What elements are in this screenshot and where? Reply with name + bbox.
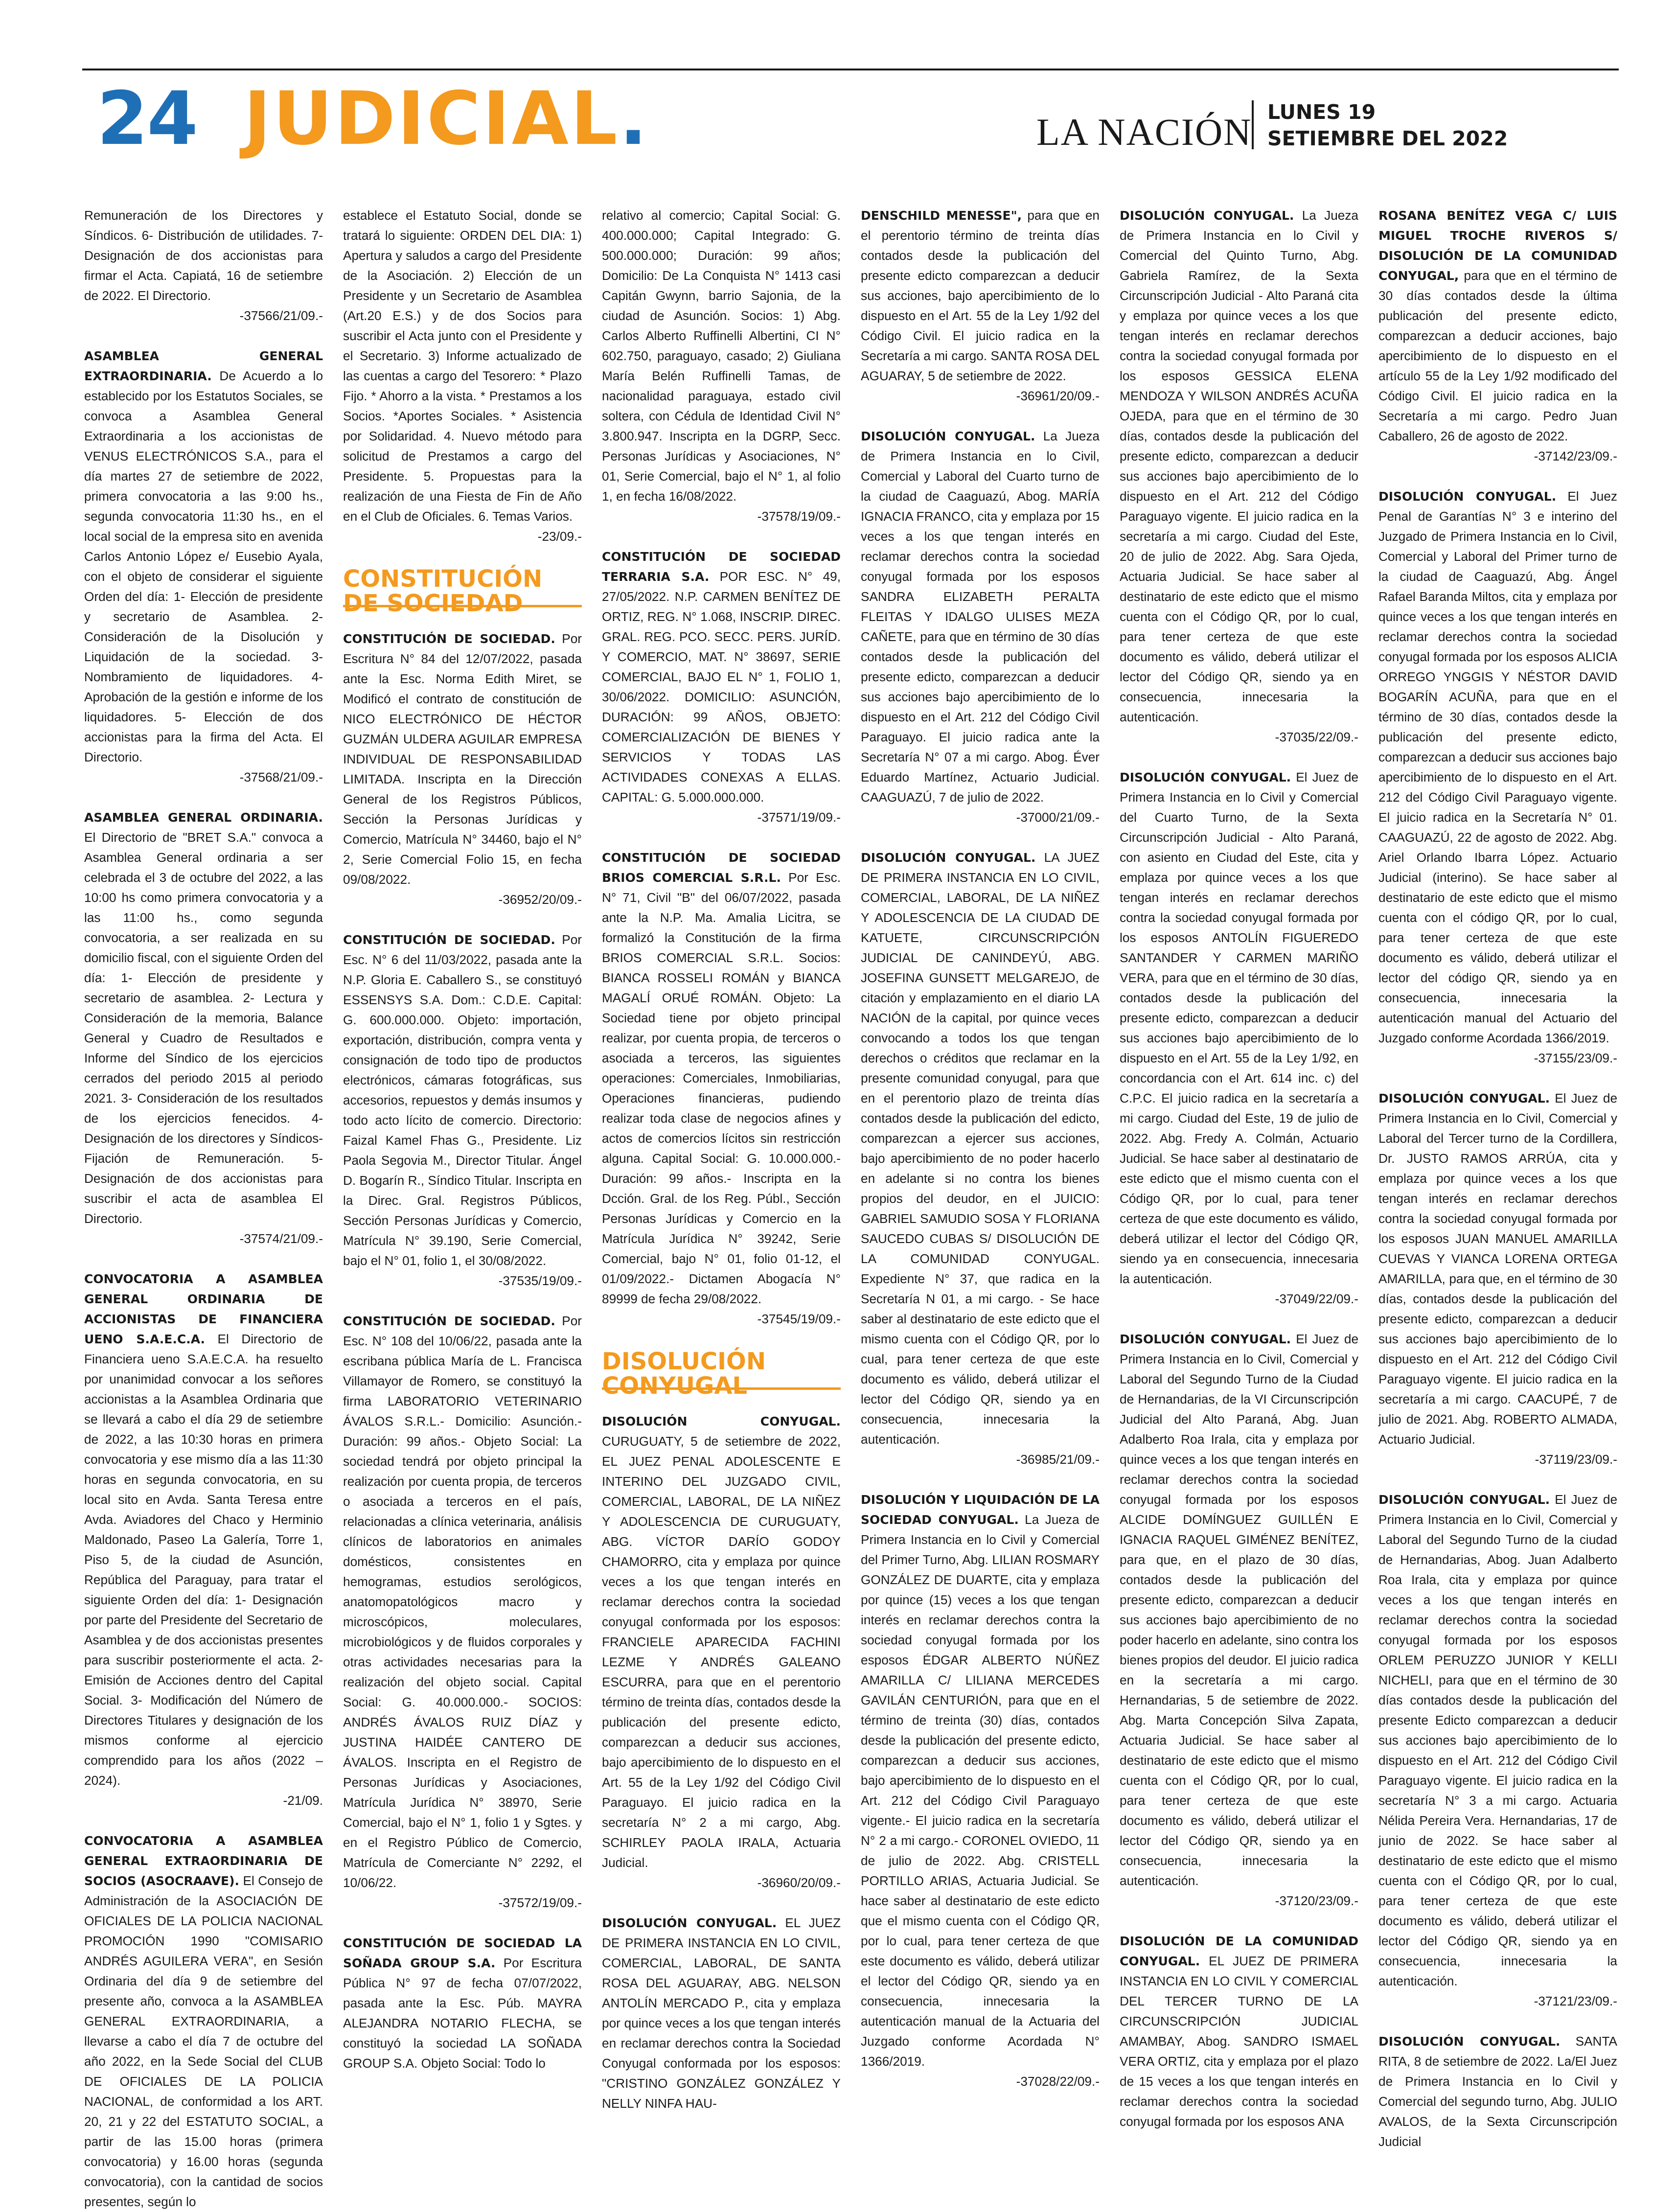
notice-reference: -37574/21/09.- (239, 1231, 323, 1246)
top-rule (82, 69, 1619, 70)
notice-title: ASAMBLEA GENERAL EXTRAORDINARIA. (84, 349, 323, 383)
legal-notice (1378, 2031, 1617, 2152)
column-5 (1120, 206, 1359, 2129)
column-3 (602, 206, 841, 2109)
notice-body: CURUGUATY, 5 de setiembre de 2022, EL JUEZ PENAL ADOLESCENTE E INTERINO DEL JUZGADO CIVIL, COMERCIAL, LABORAL, DE LA NIÑEZ Y ADOLESCENCIA DE CURUGUATY, ABG. VÍCTOR DARÍO GODOY CHAMORRO, cita y emplaza por quince veces a los que tengan interés en reclamar derechos contra la sociedad conyugal conformada por los esposos: FRANCIELE APARECIDA FACHINI LEZME Y ANDRÉS GALEANO ESCURRA, para que en el perentorio término de treinta días, contados desde la publicación del presente edicto, comparezcan a deducir sus acciones, bajo apercibimiento de lo dispuesto en el Art. 55 de la Ley 1/92 del Código Civil Paraguayo. El juicio radica en la secretaría N° 2 a mi cargo, Abg. SCHIRLEY PAOLA IRALA, Actuaria Judicial. (602, 1434, 841, 1870)
notice-body: POR ESC. N° 49, 27/05/2022. N.P. CARMEN BENÍTEZ DE ORTIZ, REG. N° 1.068, INSCRIP. DIREC. GRAL. REG. PCO. SECC. PERS. JURÍD. Y COMERCIO, MAT. N° 38697, SERIE COMERCIAL, BAJO EL N° 1, FOLIO 1, 30/06/2022. DOMICILIO: ASUNCIÓN, DURACIÓN: 99 AÑOS, OBJETO: COMERCIALIZACIÓN DE BIENES Y SERVICIOS Y TODAS LAS ACTIVIDADES CONEXAS A ELLAS. CAPITAL: G. 5.000.000.000. (602, 569, 841, 805)
notice-reference: -21/09. (283, 1793, 323, 1808)
legal-notice (602, 848, 841, 1329)
notice-title: CONSTITUCIÓN DE SOCIEDAD. (343, 933, 555, 947)
legal-notice (1378, 486, 1617, 1068)
notice-body: El Juez de Primera Instancia en lo Civil, Comercial y Laboral del Tercer turno de la Cordillera, Dr. JUSTO RAMOS ARRÚA, cita y emplaza por quince veces a los que tengan interés en reclamar derechos contra la sociedad conyugal formada por los esposos JUAN MANUEL AMARILLA CUEVAS Y VIANCA LORENA ORTEGA AMARILLA, para que, en el término de 30 días, contados desde la publicación del presente edicto, comparezcan a deducir sus acciones bajo apercibimiento de lo dispuesto en el Art. 212 del Código Civil Paraguayo vigente. El juicio radica en la secretaría a mi cargo. CAACUPÉ, 7 de julio de 2021. Abg. ROBERTO ALMADA, Actuario Judicial. (1378, 1091, 1618, 1447)
notice-body: El Juez Penal de Garantías N° 3 e interino del Juzgado de Primera Instancia en lo Civil, Comercial y Laboral del Primer turno de la ciudad de Caaguazú, Abg. Ángel Rafael Baranda Miltos, cita y emplaza por quince veces a los que tengan interés en reclamar derechos contra la sociedad conyugal formada por los esposos ALICIA ORREGO YNGGIS Y NÉSTOR DAVID BOGARÍN ACUÑA, para que en el término de 30 días, contados desde la publicación del presente edicto, comparezcan a deducir sus acciones bajo apercibimiento de lo dispuesto en el Art. 212 del Código Civil Paraguayo vigente. El juicio radica en la Secretaría N° 01. CAAGUAZÚ, 22 de agosto de 2022. Abg. Ariel Orlando Ibarra López. Actuario Judicial (interino). Se hace saber al destinatario de este edicto que el mismo cuenta con el código QR, por lo cual, para tener certeza de que este documento es válido, deberá utilizar el lector del código QR, siendo ya en consecuencia, innecesaria la autenticación manual del Actuario del Juzgado conforme Acordada 1366/2019. (1378, 489, 1617, 1045)
notice-body: EL JUEZ DE PRIMERA INSTANCIA EN LO CIVIL, COMERCIAL, LABORAL, DE SANTA ROSA DEL AGUARAY, ABG. NELSON ANTOLÍN MERCADO P., cita y emplaza por quince veces a los que tengan interés en reclamar derechos contra la Sociedad Conyugal conformada por los esposos: "CRISTINO GONZÁLEZ GONZÁLEZ Y NELLY NINFA HAU- (602, 1915, 841, 2111)
notice-body: El Directorio de "BRET S.A." convoca a Asamblea General ordinaria a ser celebrada el 3 de octubre del 2022, a las 10:00 hs como primera convocatoria y a las 11:00 hs., como segunda convocatoria, a ser realizada en su domicilio fiscal, con el siguiente Orden del día: 1- Elección de presidente y secretario de asamblea. 2- Lectura y Consideración de la memoria, Balance General y Cuadro de Resultados e Informe del Síndico de los ejercicios cerrados del periodo 2015 al periodo 2021. 3- Consideración de los resultados de los ejercicios fenecidos. 4- Designación de los directores y Síndicos-Fijación de Remuneración. 5- Designación de dos accionistas para suscribir el acta de asamblea El Directorio. (84, 830, 323, 1226)
notice-title: CONSTITUCIÓN DE SOCIEDAD. (343, 632, 555, 646)
legal-notice (861, 848, 1100, 1470)
notice-title: DENSCHILD MENESSE", (861, 208, 1022, 223)
column-2 (343, 206, 582, 2109)
notice-title: DISOLUCIÓN CONYUGAL. (1378, 2034, 1561, 2049)
notice-title: DISOLUCIÓN CONYUGAL. (1378, 1091, 1550, 1106)
notice-title: ASAMBLEA GENERAL ORDINARIA. (84, 810, 323, 825)
column-4 (861, 206, 1100, 2109)
notice-body: establece el Estatuto Social, donde se tratará lo siguiente: ORDEN DEL DIA: 1) Apertura y saludos a cargo del Presidente de la Asociación. 2) Elección de un Presidente y un Secretario de Asamblea (Art.20 E.S.) y de dos Socios para suscribir el Acta junto con el Presidente y el Secretario. 3) Informe actualizado de las cuentas a cargo del Tesorero: * Plazo Fijo. * Ahorro a la vista. * Prestamos a los Socios. *Aportes Sociales. * Asistencia por Solidaridad. 4. Nuevo método para solicitud de Prestamos a cargo del Presidente. 5. Propuestas para la realización de una Fiesta de Fin de Año en el Club de Oficiales. 6. Temas Varios. (343, 208, 582, 524)
notice-body: Por Escritura Pública N° 97 de fecha 07/07/2022, pasada ante la Esc. Púb. MAYRA ALEJANDRA NOTARIO FLECHA, se constituyó la sociedad LA SOÑADA GROUP S.A. Objeto Social: Todo lo (343, 1956, 582, 2071)
notice-title: ROSANA BENÍTEZ VEGA C/ LUIS MIGUEL TROCHE RIVEROS S/ DISOLUCIÓN DE LA COMUNIDAD CONYUGAL, (1378, 208, 1617, 283)
notice-title: DISOLUCIÓN CONYUGAL. (861, 851, 1036, 865)
notice-reference: -37568/21/09.- (239, 770, 323, 784)
notice-body: Por Esc. N° 108 del 10/06/22, pasada ante la escribana pública María de L. Francisca Villamayor de Romero, se constituyó la firma LABORATORIO VETERINARIO ÁVALOS S.R.L.- Domicilio: Asunción.- Duración: 99 años.- Objeto Social: La sociedad tendrá por objeto principal la realización por cuenta propia, de terceros o asociada a terceros en el país, relacionadas a clínica veterinaria, análisis clínicos de laboratorios en animales domésticos, consistentes en hemogramas, estudios serológicos, anatomopatológicos macro y microscópicos, moleculares, microbiológicos y de fluidos corporales y otras actividades necesarias para la realización del objeto social. Capital Social: G. 40.000.000.- SOCIOS: ANDRÉS ÁVALOS RUIZ DÍAZ y JUSTINA HAIDÉE CANTERO DE ÁVALOS. Inscripta en el Registro de Personas Jurídicas y Asociaciones, Matrícula Jurídica N° 38970, Serie Comercial, bajo el N° 1, folio 1 y Sgtes. y en el Registro Público de Comercio, Matrícula de Comerciante N° 2292, el 10/06/22. (343, 1313, 582, 1890)
legal-notice (1378, 1490, 1617, 2011)
legal-notice (1120, 206, 1358, 747)
notice-reference: -37578/19/09.- (757, 509, 841, 524)
notice-body: El Directorio de Financiera ueno S.A.E.C.A. ha resuelto por unanimidad convocar a los señores accionistas a la Asamblea Ordinaria que se llevará a cabo el día 29 de setiembre de 2022, a las 10:30 horas en primera convocatoria y ese mismo día a las 11:30 horas en segunda convocatoria, en su local sito en Avda. Santa Teresa entre Avda. Aviadores del Chaco y Herminio Maldonado, Paseo La Galería, Torre 1, Piso 5, de la ciudad de Asunción, República del Paraguay, para tratar el siguiente Orden del día: 1- Designación por parte del Presidente del Secretario de Asamblea y de dos accionistas presentes para suscribir posteriormente el acta. 2- Emisión de Acciones dentro del Capital Social. 3- Modificación del Número de Directores Titulares y designación de los mismos conforme al ejercicio comprendido para los años (2022 – 2024). (84, 1332, 323, 1788)
notice-title: DISOLUCIÓN Y LIQUIDACIÓN DE LA SOCIEDAD CONYUGAL. (861, 1493, 1100, 1527)
date-month-year: SETIEMBRE DEL 2022 (1267, 127, 1508, 150)
notice-reference: -36952/20/09.- (498, 892, 582, 907)
legal-notice (602, 547, 841, 828)
notice-reference: -36961/20/09.- (1016, 389, 1100, 403)
legal-notice (1120, 1329, 1358, 1911)
notice-reference: -37571/19/09.- (757, 810, 841, 825)
legal-notice (1378, 1088, 1617, 1470)
notice-reference: -37028/22/09.- (1016, 2074, 1100, 2089)
notice-body: Remuneración de los Directores y Síndicos. 6- Distribución de utilidades. 7- Designación de dos accionistas para firmar el Acta. Capiatá, 16 de setiembre de 2022. El Directorio. (84, 208, 323, 303)
notice-body: Por Escritura N° 84 del 12/07/2022, pasada ante la Esc. Norma Edith Miret, se Modificó el contrato de constitución de NICO ELECTRÓNICO DE HÉCTOR GUZMÁN ULDERA AGUILAR EMPRESA INDIVIDUAL DE RESPONSABILIDAD LIMITADA. Inscripta en la Dirección General de los Registros Públicos, Sección la Personas Jurídicas y Comercio, Matrícula N° 34460, bajo el N° 2, Serie Comercial Folio 15, en fecha 09/08/2022. (343, 631, 582, 887)
notice-body: Por Esc. N° 71, Civil "B" del 06/07/2022, pasada ante la N.P. Ma. Amalia Licitra, se formalizó la Constitución de la firma BRIOS COMERCIAL S.R.L. Socios: BIANCA ROSSELI ROMÁN y BIANCA MAGALÍ ORUÉ ROMÁN. Objeto: La Sociedad tiene por objeto principal realizar, por cuenta propia, de terceros o asociada a terceros, las siguientes operaciones: Comerciales, Inmobiliarias, Operaciones financieras, pudiendo realizar toda clase de negocios afines y actos de comercios lícitos sin restricción alguna. Capital Social: G. 10.000.000.- Duración: 99 años.- Inscripta en la Dcción. Gral. de los Reg. Públ., Sección Personas Jurídicas y Comercio en la Matrícula Jurídica N° 39242, Serie Comercial, bajo N° 01, folio 01-12, el 01/09/2022.- Dictamen Abogacía N° 89999 de fecha 29/08/2022. (602, 870, 841, 1306)
notice-title: CONSTITUCIÓN DE SOCIEDAD BRIOS COMERCIAL S.R.L. (602, 851, 841, 885)
notice-body: La Jueza de Primera Instancia en lo Civil y Comercial del Primer Turno, Abg. LILIAN ROSMARY GONZÁLEZ DE DUARTE, cita y emplaza por quince (15) veces a los que tengan interés en reclamar derechos contra la sociedad conyugal formada por los esposos ÉDGAR ALBERTO NÚÑEZ AMARILLA C/ LILIANA MERCEDES GAVILÁN CENTURIÓN, para que en el término de treinta (30) días, contados desde la publicación del presente edicto, comparezcan a deducir sus acciones, bajo apercibimiento de lo dispuesto en el Art. 212 del Código Civil Paraguayo vigente.- El juicio radica en la secretaría N° 2 a mi cargo.- CORONEL OVIEDO, 11 de julio de 2022. Abg. CRISTELL PORTILLO ARIAS, Actuaria Judicial. Se hace saber al destinatario de este edicto que el mismo cuenta con el Código QR, por lo cual, para tener certeza de que este documento es válido, deberá utilizar el lector del Código QR, siendo ya en consecuencia, innecesaria la autenticación manual de la Actuaria del Juzgado conforme Acordada N° 1366/2019. (861, 1512, 1100, 2069)
notice-title: CONSTITUCIÓN DE SOCIEDAD LA SOÑADA GROUP S.A. (343, 1936, 582, 1970)
legal-notice (84, 346, 323, 787)
notice-title: DISOLUCIÓN CONYUGAL. (1120, 1332, 1291, 1346)
legal-notice (343, 1311, 582, 1913)
notice-title: CONVOCATORIA A ASAMBLEA GENERAL ORDINARIA DE ACCIONISTAS DE FINANCIERA UENO S.A.E.C.A. (84, 1272, 323, 1346)
notice-reference: -37120/23/09.- (1275, 1893, 1358, 1908)
notice-title: CONSTITUCIÓN DE SOCIEDAD TERRARIA S.A. (602, 550, 841, 584)
column-6 (1378, 206, 1618, 2149)
notice-reference: -36960/20/09.- (757, 1875, 841, 1890)
notice-reference: -37155/23/09.- (1534, 1051, 1617, 1065)
section-heading-line2: CONYUGAL (602, 1372, 748, 1400)
legal-notice (84, 1269, 323, 1811)
notice-title: CONVOCATORIA A ASAMBLEA GENERAL EXTRAORDINARIA DE SOCIOS (ASOCRAAVE). (84, 1834, 323, 1888)
notice-title: CONSTITUCIÓN DE SOCIEDAD. (343, 1314, 555, 1328)
notice-body: La Jueza de Primera Instancia en lo Civil y Comercial del Quinto Turno, Abg. Gabriela Ramírez, de la Sexta Circunscripción Judicial - Alto Paraná cita y emplaza por quince veces a los que tengan interés en reclamar derechos contra la sociedad conyugal formada por los esposos GESSICA ELENA MENDOZA Y WILSON ANDRÉS ACUÑA OJEDA, para que en el término de 30 días, contados desde la publicación del presente edicto, comparezcan a deducir sus acciones bajo apercibimiento de lo dispuesto en el Art. 212 del Código Paraguayo vigente. El juicio radica en la secretaría a mi cargo. Ciudad del Este, 20 de julio de 2022. Abg. Sara Ojeda, Actuaria Judicial. Se hace saber al destinatario de este edicto que el mismo cuenta con el Código QR, por lo cual, para tener certeza de que este documento es válido, deberá utilizar el lector del Código QR, siendo ya en consecuencia, innecesaria la autenticación. (1120, 208, 1358, 724)
section-heading-line1: DISOLUCIÓN (602, 1348, 766, 1375)
section-dot: . (619, 76, 649, 161)
notice-body: El Juez de Primera Instancia en lo Civil, Comercial y Laboral del Segundo Turno de la ciudad de Hernandarias, Abog. Juan Adalberto Roa Irala, cita y emplaza por quince veces a los que tengan interés en reclamar derechos contra la sociedad conyugal formada por los esposos ORLEM PERUZZO JUNIOR Y KELLI NICHELI, para que en el término de 30 días contados desde la publicación del presente Edicto comparezcan a deducir sus acciones bajo apercibimiento de lo dispuesto en el Art. 212 del Código Civil Paraguayo vigente. El juicio radica en la secretaría N° 3 a mi cargo. Actuaria Nélida Pereira Vera. Hernandarias, 17 de junio de 2022. Se hace saber al destinatario de este edicto que el mismo cuenta con el Código QR, por lo cual, para tener certeza de que este documento es válido, deberá utilizar el lector del Código QR, siendo ya en consecuencia, innecesaria la autenticación. (1378, 1492, 1618, 1988)
notice-title: DISOLUCIÓN DE LA COMUNIDAD CONYUGAL. (1120, 1934, 1358, 1968)
section-heading (343, 565, 582, 617)
notice-reference: -37119/23/09.- (1535, 1452, 1617, 1467)
legal-notice (1378, 206, 1617, 466)
legal-notice (602, 206, 841, 527)
notice-body: EL JUEZ DE PRIMERA INSTANCIA EN LO CIVIL Y COMERCIAL DEL TERCER TURNO DE LA CIRCUNSCRIPCIÓN JUDICIAL AMAMBAY, Abog. SANDRO ISMAEL VERA ORTIZ, cita y emplaza por el plazo de 15 veces a los que tengan interés en reclamar derechos contra la sociedad conyugal formada por los esposos ANA (1120, 1954, 1358, 2129)
legal-notice (84, 1831, 323, 2212)
notice-body: para que en el perentorio término de treinta días contados desde la publicación del presente edicto comparezcan a deducir sus acciones, bajo apercibimiento de lo dispuesto en el Art. 55 de la Ley 1/92 del Código Civil. El juicio radica en la Secretaría a mi cargo. SANTA ROSA DEL AGUARAY, 5 de setiembre de 2022. (861, 208, 1100, 383)
notice-reference: -37000/21/09.- (1016, 810, 1100, 825)
legal-notice (1120, 767, 1358, 1309)
notice-body: La Jueza de Primera Instancia en lo Civil, Comercial y Laboral del Cuarto turno de la ciudad de Caaguazú, Abog. MARÍA IGNACIA FRANCO, cita y emplaza por 15 veces a los que tengan interés en reclamar derechos contra la sociedad conyugal formada por los esposos SANDRA ELIZABETH PERALTA FLEITAS Y IDALGO ULISES MEZA CAÑETE, para que en término de 30 días contados desde la publicación del presente edicto, comparezcan a deducir sus acciones bajo apercibimiento de lo dispuesto en el Art. 212 del Código Civil Paraguayo. El juicio radica ante la Secretaría N° 07 a mi cargo. Abog. Éver Eduardo Martínez, Actuario Judicial. CAAGUAZÚ, 7 de julio de 2022. (861, 429, 1100, 805)
page-number: 24 (97, 76, 197, 161)
notice-title: DISOLUCIÓN CONYUGAL. (1378, 489, 1557, 504)
legal-notice (861, 1490, 1100, 2092)
masthead-divider (1252, 100, 1254, 149)
notice-reference: -37566/21/09.- (239, 308, 323, 323)
notice-reference: -37049/22/09.- (1275, 1291, 1358, 1306)
legal-notice (602, 1913, 841, 2114)
legal-notice (861, 206, 1100, 406)
notice-body: para que en el término de 30 días contados desde la última publicación del presente edicto, comparezcan a deducir acciones, bajo apercibimiento de lo dispuesto en el artículo 55 de la Ley 1/92 modificado del Código Civil. El juicio radica en la Secretaría a mi cargo. Pedro Juan Caballero, 26 de agosto de 2022. (1378, 268, 1617, 443)
date-block (1267, 99, 1508, 152)
legal-notice (1120, 1931, 1358, 2132)
notice-body: relativo al comercio; Capital Social: G. 400.000.000; Capital Integrado: G. 500.000.000; Duración: 99 años; Domicilio: De La Conquista N° 1413 casi Capitán Gwynn, barrio Sajonia, de la ciudad de Asunción. Socios: 1) Abg. Carlos Alberto Ruffinelli Albertini, CI N° 602.750, paraguayo, casado; 2) Giuliana María Belén Ruffinelli Tamas, de nacionalidad paraguaya, estado civil soltera, con Cédula de Identidad Civil N° 3.800.947. Inscripta en la DGRP, Secc. Personas Jurídicas y Asociaciones, N° 01, Serie Comercial, bajo el N° 1, al folio 1, en fecha 16/08/2022. (602, 208, 841, 504)
section-heading (602, 1348, 841, 1400)
notice-reference: -36985/21/09.- (1016, 1452, 1100, 1467)
notice-body: El Consejo de Administración de la ASOCIACIÓN DE OFICIALES DE LA POLICIA NACIONAL PROMOCIÓN 1990 "COMISARIO ANDRÉS AGUILERA VERA", en Sesión Ordinaria del día 9 de setiembre del presente año, convoca a la ASAMBLEA GENERAL EXTRAORDINARIA, a llevarse a cabo el día 7 de octubre del año 2022, en la Sede Social del CLUB DE OFICIALES DE LA POLICIA NACIONAL, de conformidad a los ART. 20, 21 y 22 del ESTATUTO SOCIAL, a partir de las 15.00 horas (primera convocatoria) y 16.00 horas (segunda convocatoria), con la cantidad de socios presentes, según lo (84, 1873, 323, 2209)
legal-notice (343, 629, 582, 910)
section-title (244, 76, 649, 161)
notice-title: DISOLUCIÓN CONYUGAL. (1378, 1493, 1550, 1507)
notice-reference: -37035/22/09.- (1275, 730, 1358, 744)
notice-body: El Juez de Primera Instancia en lo Civil, Comercial y Laboral del Segundo Turno de la Ciudad de Hernandarias, de la VI Circunscripción Judicial del Alto Paraná, Abg. Juan Adalberto Roa Irala, cita y emplaza por quince veces a los que tengan interés en reclamar derechos contra la sociedad conyugal formada por los esposos ALCIDE DOMÍNGUEZ GUILLÉN E IGNACIA RAQUEL GIMÉNEZ BENÍTEZ, para que, en el plazo de 30 días, contados desde la publicación del presente edicto, comparezcan a deducir sus acciones bajo apercibimiento de no poder hacerlo en adelante, sino contra los bienes propios del deudor. El juicio radica en la secretaría a mi cargo. Hernandarias, 5 de setiembre de 2022. Abg. Marta Concepción Silva Zapata, Actuaria Judicial. Se hace saber al destinatario de este edicto que el mismo cuenta con el Código QR, por lo cual, para tener certeza de que este documento es válido, deberá utilizar el lector del Código QR, siendo ya en consecuencia, innecesaria la autenticación. (1120, 1332, 1359, 1888)
legal-notice (602, 1411, 841, 1893)
date-weekday: LUNES 19 (1267, 100, 1376, 124)
notice-reference: -37142/23/09.- (1534, 449, 1617, 463)
section-heading-line1: CONSTITUCIÓN (343, 565, 543, 593)
notice-title: DISOLUCIÓN CONYUGAL. (602, 1414, 841, 1429)
legal-notice (343, 206, 582, 547)
notice-reference: -37572/19/09.- (498, 1895, 582, 1910)
notice-reference: -37121/23/09.- (1534, 1994, 1617, 2008)
masthead-logo: LA NACIÓN (1036, 111, 1252, 153)
section-heading-line2: DE SOCIEDAD (343, 590, 523, 617)
legal-notice (343, 930, 582, 1291)
column-1 (84, 206, 323, 2209)
notice-reference: -37535/19/09.- (498, 1273, 582, 1288)
notice-body: De Acuerdo a lo establecido por los Estatutos Sociales, se convoca a Asamblea General Extraordinaria a los accionistas de VENUS ELECTRÓNICOS S.A., para el día martes 27 de setiembre de 2022, primera convocatoria a las 9:00 hs., segunda convocatoria 11:30 hs., en el local social de la empresa sito en avenida Carlos Antonio López e/ Eusebio Ayala, con el objeto de considerar el siguiente Orden del día: 1- Elección de presidente y secretario de Asamblea. 2- Consideración de la Disolución y Liquidación de la sociedad. 3- Nombramiento de liquidadores. 4- Aprobación de la gestión e informe de los liquidadores. 5- Elección de dos accionistas para la firma del Acta. El Directorio. (84, 369, 323, 764)
legal-notice (84, 807, 323, 1249)
notice-body: El Juez de Primera Instancia en lo Civil y Comercial del Cuarto Turno, de la Sexta Circunscripción Judicial - Alto Paraná, con asiento en Ciudad del Este, cita y emplaza por quince veces a los que tengan interés en reclamar derechos contra la sociedad conyugal formada por los esposos ANTOLÍN FIGUEREDO SANTANDER Y CARMEN MARIÑO VERA, para que en el término de 30 días, contados desde la publicación del presente edicto, comparezcan a deducir sus acciones bajo apercibimiento de lo dispuesto en el Art. 55 de la Ley 1/92, en concordancia con el Art. 614 inc. c) del C.P.C. El juicio radica en la secretaría a mi cargo. Ciudad del Este, 19 de julio de 2022. Abg. Fredy A. Colmán, Actuario Judicial. Se hace saber al destinatario de este edicto que el mismo cuenta con el Código QR, por lo cual, para tener certeza de que este documento es válido, deberá utilizar el lector del Código QR, siendo ya en consecuencia, innecesaria la autenticación. (1120, 770, 1359, 1286)
notice-body: Por Esc. N° 6 del 11/03/2022, pasada ante la N.P. Gloria E. Caballero S., se constituyó ESSENSYS S.A. Dom.: C.D.E. Capital: G. 600.000.000. Objeto: importación, exportación, distribución, compra venta y consignación de todo tipo de productos electrónicos, cámaras fotográficas, sus accesorios, repuestos y demás insumos y todo acto lícito de comercio. Directorio: Faizal Kamel Fhas G., Presidente. Liz Paola Segovia M., Director Titular. Ángel D. Bogarín R., Síndico Titular. Inscripta en la Direc. Gral. Registros Públicos, Sección Personas Jurídicas y Comercio, Matrícula N° 39.190, Serie Comercial, bajo el N° 01, folio 1, el 30/08/2022. (343, 932, 582, 1268)
legal-notice (84, 206, 323, 326)
legal-notice (343, 1933, 582, 2074)
section-name: JUDICIAL (244, 76, 620, 161)
notice-title: DISOLUCIÓN CONYUGAL. (1120, 770, 1291, 784)
notice-title: DISOLUCIÓN CONYUGAL. (602, 1916, 777, 1930)
notice-body: LA JUEZ DE PRIMERA INSTANCIA EN LO CIVIL, COMERCIAL, LABORAL, DE LA NIÑEZ Y ADOLESCENCIA DE LA CIUDAD DE KATUETE, CIRCUNSCRIPCIÓN JUDICIAL DE CANINDEYÚ, ABG. JOSEFINA GUNSETT MELGAREJO, de citación y emplazamiento en el diario LA NACIÓN de la capital, por quince veces convocando a todos los que tengan derechos o créditos que reclamar en la presente comunidad conyugal, para que en el perentorio plazo de treinta días contados desde la publicación del edicto, comparezcan a ejercer sus acciones, bajo apercibimiento de no poder hacerlo en adelante si no contra los bienes propios del deudor, en el JUICIO: GABRIEL SAMUDIO SOSA Y FLORIANA SAUCEDO CUBAS S/ DISOLUCIÓN DE LA COMUNIDAD CONYUGAL. Expediente N° 37, que radica en la Secretaría N 01, a mi cargo. - Se hace saber al destinatario de este edicto que el mismo cuenta con el Código QR, por lo cual, para tener certeza de que este documento es válido, deberá utilizar el lector del Código QR, siendo ya en consecuencia, innecesaria la autenticación. (861, 850, 1100, 1447)
notice-title: DISOLUCIÓN CONYUGAL. (861, 429, 1035, 443)
notice-reference: -37545/19/09.- (757, 1312, 841, 1326)
legal-notice (861, 426, 1100, 828)
notice-title: DISOLUCIÓN CONYUGAL. (1120, 208, 1294, 223)
notice-body: SANTA RITA, 8 de setiembre de 2022. La/El Juez de Primera Instancia en lo Civil y Comercial del segundo turno, Abg. JULIO AVALOS, de la Sexta Circunscripción Judicial (1378, 2034, 1617, 2149)
notice-reference: -23/09.- (537, 529, 582, 544)
